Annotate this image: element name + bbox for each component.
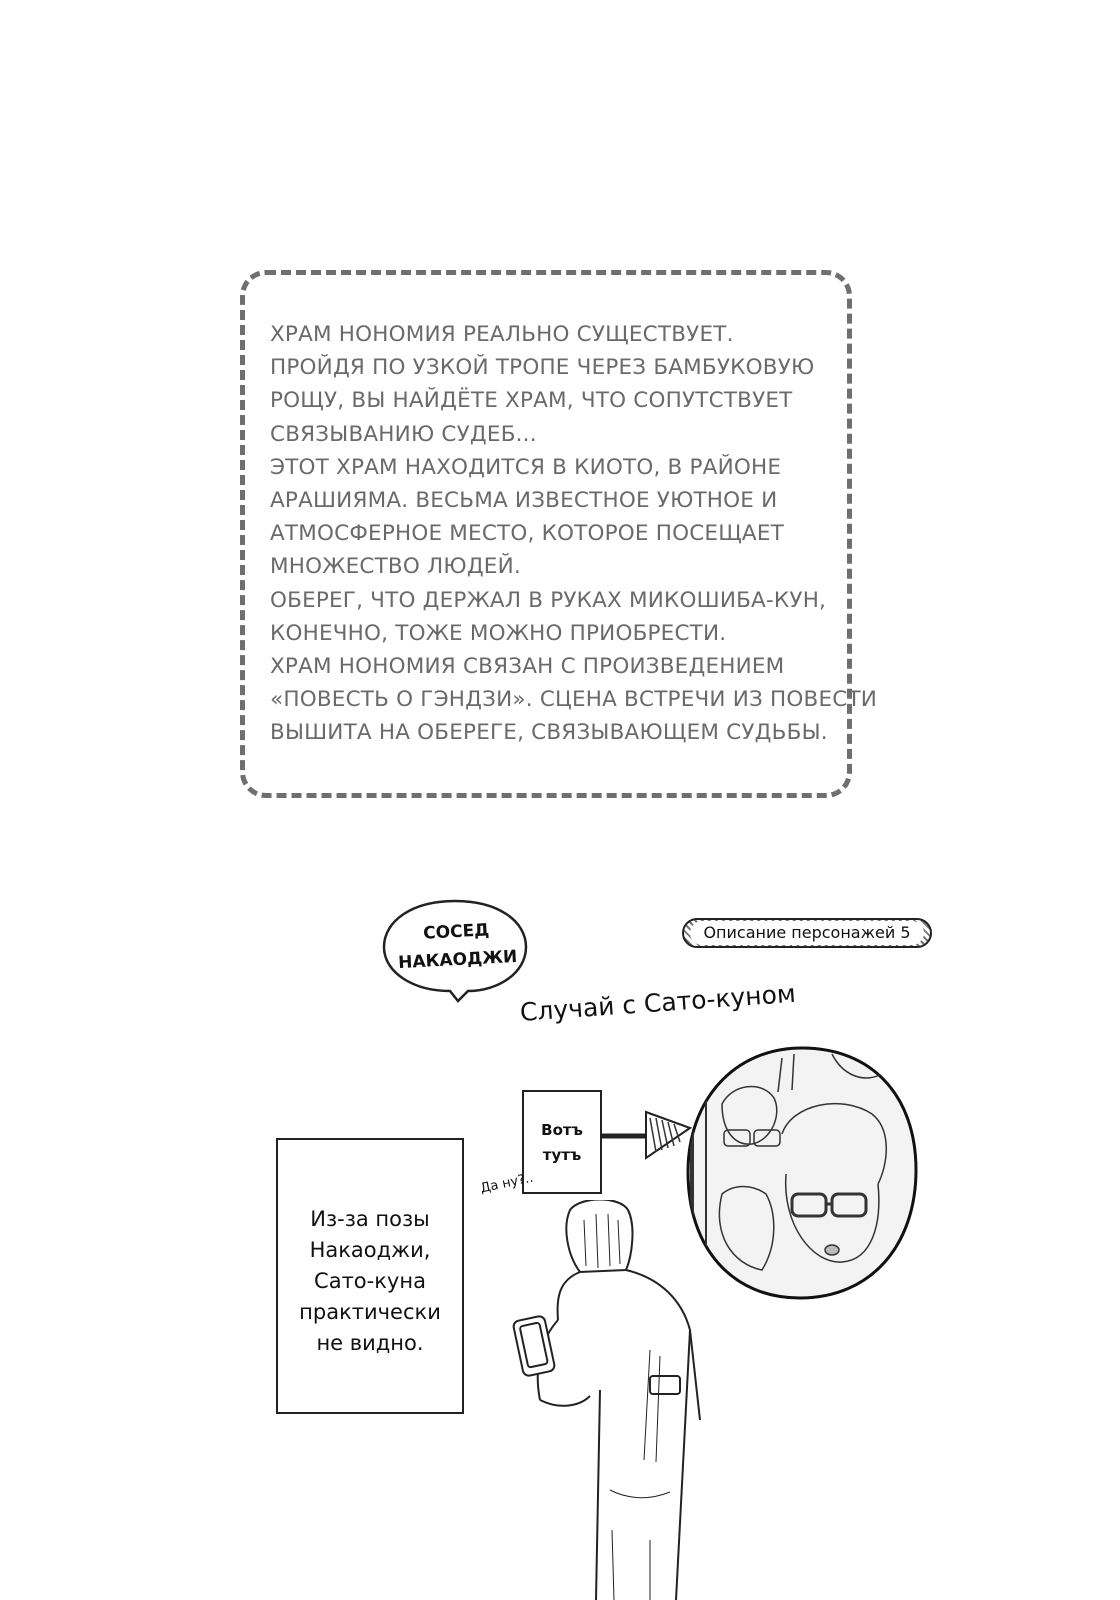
note-line: «ПОВЕСТЬ О ГЭНДЗИ». СЦЕНА ВСТРЕЧИ ИЗ ПОВЕСТИ [270, 687, 878, 713]
note-line: ЭТОТ ХРАМ НАХОДИТСЯ В КИОТО, В РАЙОНЕ [270, 454, 782, 480]
caption-line: Сато-куна [314, 1269, 426, 1293]
bubble-line-1: СОСЕД [422, 920, 490, 944]
small-remark: Да ну?.. [479, 1170, 535, 1197]
pointer-label-line-1: Вотъ [541, 1121, 583, 1139]
note-line: ВЫШИТА НА ОБЕРЕГЕ, СВЯЗЫВАЮЩЕМ СУДЬБЫ. [270, 720, 828, 746]
note-line: МНОЖЕСТВО ЛЮДЕЙ. [270, 554, 521, 580]
note-line: ПРОЙДЯ ПО УЗКОЙ ТРОПЕ ЧЕРЕЗ БАМБУКОВУЮ [270, 355, 815, 381]
arrow-icon [600, 1108, 692, 1162]
note-line: ХРАМ НОНОМИЯ СВЯЗАН С ПРОИЗВЕДЕНИЕМ [270, 654, 785, 680]
pointer-label-text [522, 1118, 602, 1168]
note-text [270, 318, 878, 750]
headline: Случай с Сато-куном [518, 978, 797, 1027]
character-figure [500, 1200, 720, 1600]
note-line: КОНЕЧНО, ТОЖЕ МОЖНО ПРИОБРЕСТИ. [270, 620, 727, 646]
note-line: АТМОСФЕРНОЕ МЕСТО, КОТОРОЕ ПОСЕЩАЕТ [270, 521, 784, 547]
note-line: АРАШИЯМА. ВЕСЬМА ИЗВЕСТНОЕ УЮТНОЕ И [270, 488, 778, 514]
bubble-line-2: НАКАОДЖИ [397, 946, 518, 974]
note-line: РОЩУ, ВЫ НАЙДЁТЕ ХРАМ, ЧТО СОПУТСТВУЕТ [270, 388, 793, 414]
bubble-text [391, 915, 524, 978]
note-line: ХРАМ НОНОМИЯ РЕАЛЬНО СУЩЕСТВУЕТ. [270, 322, 734, 347]
pointer-label-line-2: тутъ [542, 1146, 582, 1164]
note-line: ОБЕРЕГ, ЧТО ДЕРЖАЛ В РУКАХ МИКОШИБА-КУН, [270, 587, 827, 613]
caption-line: Из-за позы [310, 1207, 430, 1231]
note-line: СВЯЗЫВАНИЮ СУДЕБ... [270, 421, 537, 447]
chip-label: Описание персонажей 5 [690, 921, 924, 945]
caption-line: практически [299, 1300, 441, 1324]
caption-line: не видно. [316, 1331, 424, 1355]
caption-line: Накаоджи, [309, 1238, 431, 1262]
caption-text [282, 1204, 458, 1359]
